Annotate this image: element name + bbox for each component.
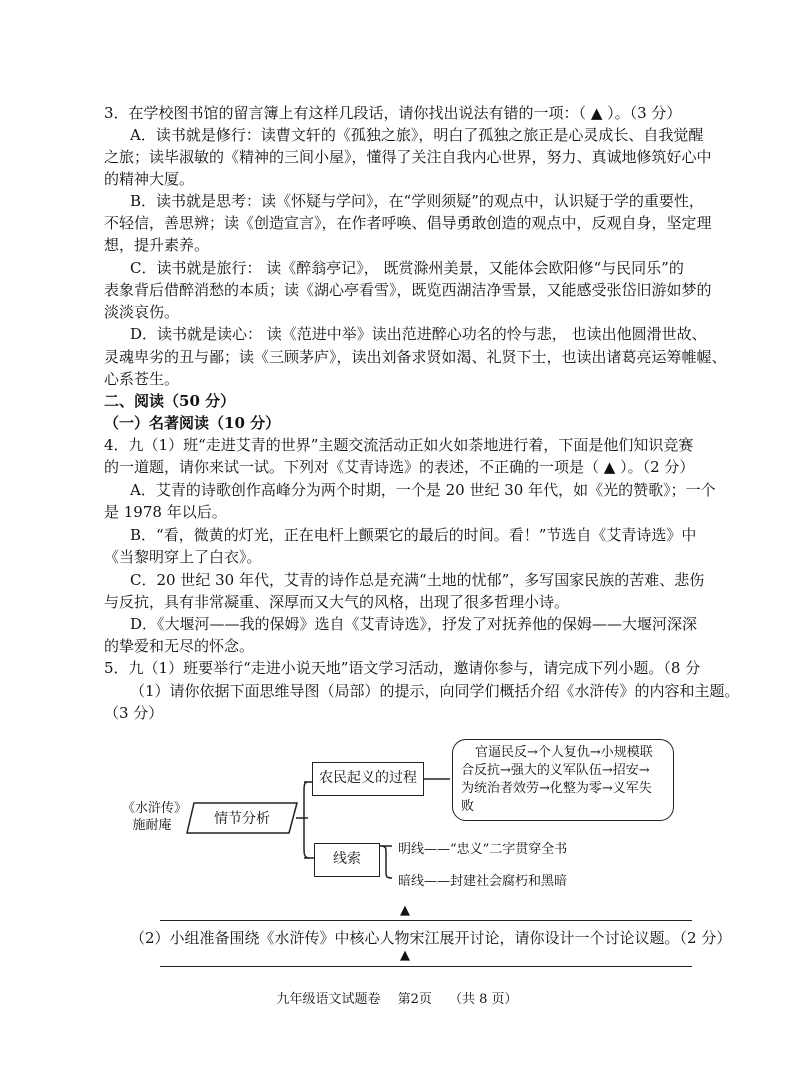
q4-option-d-line2: 的挚爱和无尽的怀念。 bbox=[104, 637, 255, 655]
book-author: 施耐庵 bbox=[132, 818, 172, 833]
q5-part1-line1: （1）请你依据下面思维导图（局部）的提示，向同学们概括介绍《水浒传》的内容和主题。 bbox=[130, 682, 740, 700]
q3-option-a-line3: 的精神大厦。 bbox=[104, 170, 195, 188]
q4-option-c-line2: 与反抗，具有非常凝重、深厚而又大气的风格，出现了很多哲理小诗。 bbox=[104, 593, 570, 611]
q4-option-b-line1: B．“看，微黄的灯光，正在电杆上颤栗它的最后的时间。看！”节选自《艾青诗选》中 bbox=[130, 526, 697, 544]
center-node: 情节分析 bbox=[214, 811, 270, 827]
q4-stem-line1: 4．九（1）班“走进艾青的世界”主题交流活动正如火如荼地进行着，下面是他们知识竞赛 bbox=[104, 436, 694, 454]
answer-marker-2: ▲ bbox=[400, 948, 410, 963]
branch-clues: 线索 bbox=[314, 843, 380, 877]
q4-stem-line2: 的一道题，请你来试一试。下列对《艾青诗选》的表述，不正确的一项是（ ▲ ）。（2 分） bbox=[104, 458, 695, 476]
clue-hidden-line: 暗线——封建社会腐朽和黑暗 bbox=[398, 874, 568, 889]
uprising-detail-line-1: 官逼民反→个人复仇→小规模联 bbox=[475, 745, 653, 760]
uprising-process-detail bbox=[452, 739, 674, 821]
q3-option-c-line3: 淡淡哀伤。 bbox=[104, 303, 180, 321]
q3-option-a-line2: 之旅；读毕淑敏的《精神的三间小屋》，懂得了关注自我内心世界，努力、真诚地修筑好心中 bbox=[104, 148, 712, 166]
q4-option-d-line1: D．《大堰河——我的保姆》选自《艾青诗选》，抒发了对抚养他的保姆——大堰河深深 bbox=[130, 615, 698, 633]
q5-part2: （2）小组准备围绕《水浒传》中核心人物宋江展开讨论，请你设计一个讨论议题。（2 分） bbox=[130, 929, 732, 947]
clue-main-line: 明线——“忠义”二字贯穿全书 bbox=[398, 842, 568, 857]
answer-line-1[interactable] bbox=[160, 920, 692, 921]
uprising-detail-line-3: 为统治者效劳→化整为零→义军失 bbox=[461, 781, 652, 796]
q3-option-b-line2: 不轻信，善思辨；读《创造宣言》，在作者呼唤、倡导勇敢创造的观点中，反观自身，坚定理 bbox=[104, 214, 712, 232]
q4-option-a-line2: 是 1978 年以后。 bbox=[104, 503, 227, 521]
q3-option-d-line2: 灵魂卑劣的丑与鄙；读《三顾茅庐》，读出刘备求贤如渴、礼贤下士，也读出诸葛亮运筹帷幄、 bbox=[104, 348, 727, 366]
q3-option-b-line1: B．读书就是思考：读《怀疑与学问》，在“学则须疑”的观点中，认识疑于学的重要性， bbox=[130, 192, 704, 210]
branch-uprising-process: 农民起义的过程 bbox=[312, 762, 424, 796]
uprising-detail-line-4: 败 bbox=[461, 799, 475, 814]
q3-option-b-line3: 想，提升素养。 bbox=[104, 236, 210, 254]
q5-stem: 5．九（1）班要举行“走进小说天地”语文学习活动，邀请你参与，请完成下列小题。（8 分 bbox=[104, 659, 701, 677]
q3-option-d-line1: D．读书就是读心： 读《范进中举》读出范进醉心功名的怜与悲， 也读出他圆滑世故、 bbox=[130, 325, 707, 343]
page-footer: 九年级语文试题卷 第2页 （共 8 页） bbox=[276, 992, 518, 1007]
q5-part1-line2: （3 分） bbox=[104, 704, 164, 722]
q3-stem: 3．在学校图书馆的留言簿上有这样几段话，请你找出说法有错的一项：（ ▲ ）。（3 分） bbox=[104, 104, 682, 122]
q3-option-c-line2: 表象背后借醉消愁的本质；读《湖心亭看雪》，既览西湖洁净雪景，又能感受张岱旧游如梦的 bbox=[104, 281, 712, 299]
q3-option-d-line3: 心系苍生。 bbox=[104, 370, 180, 388]
q4-option-c-line1: C．20 世纪 30 年代，艾青的诗作总是充满“土地的忧郁”，多写国家民族的苦难、悲伤 bbox=[130, 571, 705, 589]
q4-option-a-line1: A．艾青的诗歌创作高峰分为两个时期，一个是 20 世纪 30 年代，如《光的赞歌》；一个 bbox=[130, 481, 716, 499]
uprising-detail-line-2: 合反抗→强大的义军队伍→招安→ bbox=[461, 763, 650, 778]
subsection-title: （一）名著阅读（10 分） bbox=[104, 414, 281, 432]
answer-marker-1: ▲ bbox=[400, 903, 410, 918]
section-title: 二、阅读（50 分） bbox=[104, 392, 236, 410]
q3-option-a-line1: A．读书就是修行：读曹文轩的《孤独之旅》，明白了孤独之旅正是心灵成长、自我觉醒 bbox=[130, 126, 704, 144]
answer-line-2[interactable] bbox=[160, 966, 692, 967]
q4-option-b-line2: 《当黎明穿上了白衣》。 bbox=[104, 548, 262, 566]
q3-option-c-line1: C．读书就是旅行： 读《醉翁亭记》， 既赏滁州美景，又能体会欧阳修“与民同乐”的 bbox=[130, 259, 684, 277]
book-title: 《水浒传》 bbox=[122, 801, 188, 816]
mind-map-root bbox=[122, 800, 188, 834]
